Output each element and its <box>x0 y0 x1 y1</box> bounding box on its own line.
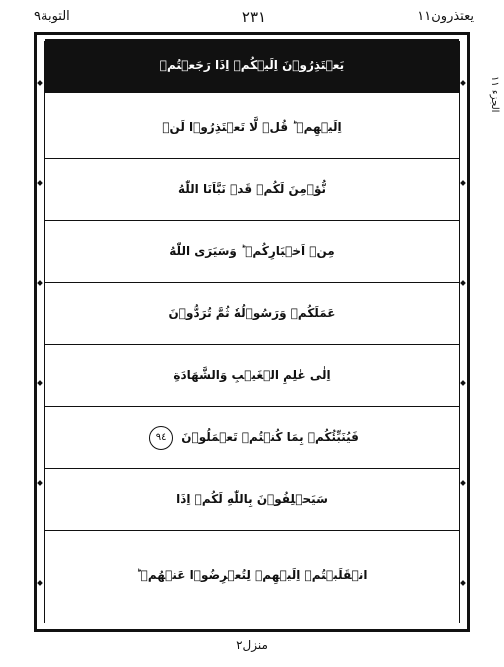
border-ornament <box>37 580 43 586</box>
line-text: اِلَيۡهِمۡ ؕ قُلۡ لَّا تَعۡتَذِرُوۡا لَنۡ <box>162 120 342 134</box>
text-line-1 <box>45 39 459 93</box>
line-text: نُّؤۡمِنَ لَكُمۡ قَدۡ نَبَّاَنَا اللّٰهُ <box>178 182 326 196</box>
border-ornament <box>37 380 43 386</box>
border-ornament <box>460 380 466 386</box>
text-lines <box>45 35 459 629</box>
border-ornament <box>460 80 466 86</box>
border-ornament <box>37 280 43 286</box>
border-ornament <box>37 180 43 186</box>
line-text: سَيَحۡلِفُوۡنَ بِاللّٰهِ لَكُمۡ اِذَا <box>176 492 328 506</box>
line-text: انۡقَلَبۡتُمۡ اِلَيۡهِمۡ لِتُعۡرِضُوۡا عَنۡهُمۡ ؕ <box>136 568 368 582</box>
border-ornament <box>460 280 466 286</box>
line-text: يَعۡتَذِرُوۡنَ اِلَيۡكُمۡ اِذَا رَجَعۡتُمۡ <box>159 58 345 72</box>
text-line-5 <box>45 283 459 345</box>
ayah-number-marker: ٩٤ <box>149 426 173 450</box>
page-number: ٢٣١ <box>241 8 267 26</box>
text-line-3 <box>45 159 459 221</box>
line-text: فَيُنَبِّئُكُمۡ بِمَا كُنۡتُمۡ تَعۡمَلُوۡنَ <box>181 430 359 444</box>
border-ornament <box>460 580 466 586</box>
text-line-8 <box>45 469 459 531</box>
border-ornament <box>460 480 466 486</box>
page-frame <box>34 32 470 632</box>
page-header <box>34 6 474 28</box>
text-line-4 <box>45 221 459 283</box>
manzil-label: منزل٢ <box>236 638 268 652</box>
border-ornament <box>37 480 43 486</box>
header-right-label: يعتذرون١١ <box>417 9 474 24</box>
frame-left-border <box>37 41 45 623</box>
text-line-6 <box>45 345 459 407</box>
text-line-7 <box>45 407 459 469</box>
line-text: اِلٰى عٰلِمِ الۡغَيۡبِ وَالشَّهَادَةِ <box>173 368 331 382</box>
text-line-9 <box>45 531 459 619</box>
frame-right-border <box>459 41 467 623</box>
line-text: عَمَلَكُمۡ وَرَسُوۡلُهٗ ثُمَّ تُرَدُّوۡنَ <box>168 306 336 320</box>
text-line-2 <box>45 97 459 159</box>
header-surah-label: التوبة٩ <box>34 9 70 24</box>
juz-marker: الجزء ١١ <box>489 76 500 113</box>
border-ornament <box>460 180 466 186</box>
border-ornament <box>37 80 43 86</box>
line-text: مِنۡ اَخۡبَارِكُمۡ ؕ وَسَيَرَى اللّٰهُ <box>169 244 335 258</box>
page-footer <box>0 636 504 654</box>
